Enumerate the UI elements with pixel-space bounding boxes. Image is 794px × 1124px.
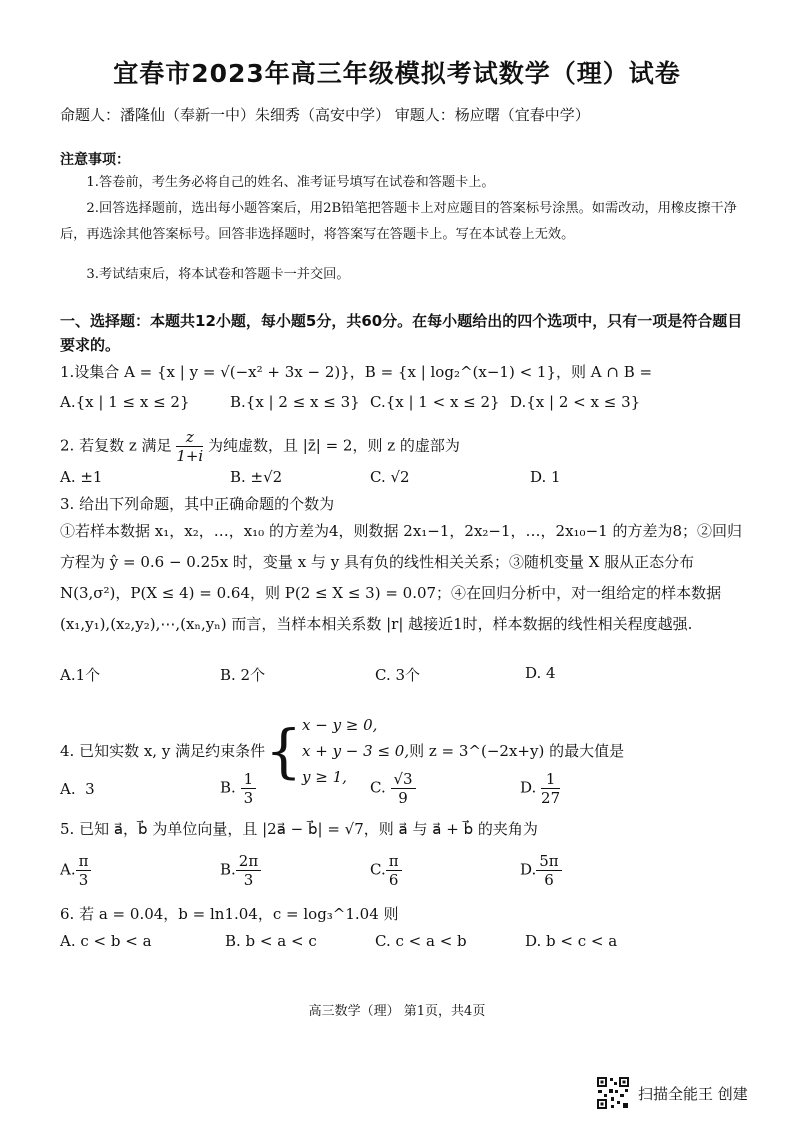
frac-denominator: 9 — [398, 789, 408, 807]
frac-denominator: 3 — [243, 871, 254, 889]
option-label: C. — [370, 778, 386, 797]
frac-numerator: 5π — [536, 852, 561, 871]
option-d: D.{x | 2 < x ≤ 3} — [510, 393, 641, 411]
option-value: 3 — [85, 779, 95, 798]
option-d — [520, 770, 670, 807]
option-a: A. ±1 — [60, 468, 103, 486]
option-c: C. √2 — [370, 468, 410, 486]
notice-item: 2.回答选择题前，选出每小题答案后，用2B铅笔把答题卡上对应题目的答案标号涂黑。如需改动，用橡皮擦干净后，再选涂其他答案标号。回答非选择题时，将答案写在答题卡上。写在本试卷上无效。 — [60, 201, 737, 242]
option-b: B. b < a < c — [225, 932, 317, 950]
frac-numerator: 1 — [241, 770, 257, 789]
question-6-stem: 6. 若 a = 0.04，b = ln1.04，c = log₃^1.04 则 — [60, 905, 399, 923]
question-4-suffix: 则 z = 3^(−2x+y) 的最大值是 — [409, 742, 625, 760]
option-fraction — [541, 770, 560, 807]
question-2-suffix: 为纯虚数，且 |z̄| = 2，则 z 的虚部为 — [208, 436, 460, 455]
question-2-fraction — [176, 428, 203, 465]
option-fraction — [241, 770, 257, 807]
scanner-watermark — [596, 1076, 748, 1110]
constraint: x + y − 3 ≤ 0, — [302, 742, 410, 760]
question-2-options — [60, 468, 750, 486]
frac-denominator: 27 — [541, 789, 561, 807]
frac-numerator: π — [76, 852, 92, 871]
frac-denominator: 1+i — [176, 447, 204, 465]
section-heading: 一、选择题：本题共12小题，每小题5分，共60分。在每小题给出的四个选项中，只有一项是符合题目要求的。 — [60, 312, 743, 354]
question-5-stem: 5. 已知 a⃗，b⃗ 为单位向量，且 |2a⃗ − b⃗| = √7，则 a⃗ 与 a⃗ + b⃗ 的夹角为 — [60, 820, 538, 838]
notice-heading: 注意事项： — [60, 152, 130, 168]
option-a: A.1个 — [60, 666, 101, 684]
question-6-options — [60, 932, 750, 950]
qr-code-icon — [596, 1076, 630, 1110]
option-a: A. c < b < a — [60, 932, 152, 950]
option-b: B. ±√2 — [230, 468, 283, 486]
question-3-body: ①若样本数据 x₁，x₂，…，x₁₀ 的方差为4，则数据 2x₁−1，2x₂−1，…，2x₁₀−1 的方差为8；②回归方程为 ŷ = 0.6 − 0.25x 时，变量 x 与 y 具有负的线性相关关系；③随机变量 X 服从正态分布 N(3,σ²)，P(X ≤ 4) = 0.64，则 P(2 ≤ X ≤ 3) = 0.07；④在回归分析中，对一组给定的样本数据 (x₁,y₁),(x₂,y₂),⋯,(xₙ,yₙ) 而言，当样本相关系数 |r| 越接近1时，样本数据的线性相关程度越强. — [60, 522, 742, 633]
question-4-prefix: 4. 已知实数 x, y 满足约束条件 — [60, 742, 266, 760]
authors-line: 命题人：潘隆仙（奉新一中）朱细秀（高安中学） 审题人：杨应曙（宜春中学） — [60, 106, 590, 124]
option-a — [60, 852, 220, 889]
frac-denominator: 3 — [243, 789, 254, 807]
frac-denominator: 6 — [544, 871, 554, 889]
question-5-options — [60, 852, 750, 889]
option-b — [220, 770, 370, 807]
frac-denominator: 3 — [78, 871, 89, 889]
option-a: A.{x | 1 ≤ x ≤ 2} — [60, 393, 190, 411]
brace-icon: { — [265, 717, 302, 785]
notice-item: 1.答卷前，考生务必将自己的姓名、准考证号填写在试卷和答题卡上。 — [86, 175, 495, 190]
option-fraction — [391, 770, 416, 807]
option-fraction — [386, 852, 402, 889]
frac-numerator: z — [176, 428, 203, 447]
option-label: B. — [220, 860, 236, 879]
option-label: D. — [520, 778, 537, 797]
paper-title: 宜春市2023年高三年级模拟考试数学（理）试卷 — [113, 59, 681, 88]
question-4-options — [60, 770, 750, 807]
option-fraction — [236, 852, 261, 889]
option-label: D. — [520, 860, 537, 879]
constraint: x − y ≥ 0, — [302, 716, 378, 734]
option-d — [520, 852, 670, 889]
option-b: B.{x | 2 ≤ x ≤ 3} — [230, 393, 360, 411]
option-fraction — [76, 852, 92, 889]
option-c — [370, 770, 520, 807]
question-3-options — [60, 664, 750, 685]
question-1-options — [60, 393, 750, 411]
option-c — [370, 852, 520, 889]
option-fraction — [536, 852, 561, 889]
frac-numerator: π — [386, 852, 402, 871]
constraint: y ≥ 1, — [302, 768, 347, 786]
option-label: C. — [370, 860, 386, 879]
question-2-prefix: 2. 若复数 z 满足 — [60, 436, 172, 455]
frac-numerator: √3 — [391, 770, 416, 789]
page-footer: 高三数学（理） 第1页，共4页 — [308, 1004, 486, 1019]
frac-denominator: 6 — [388, 871, 399, 889]
frac-numerator: 2π — [236, 852, 261, 871]
watermark-text: 扫描全能王 创建 — [638, 1084, 748, 1103]
option-b — [220, 852, 370, 889]
notice-item: 3.考试结束后，将本试卷和答题卡一并交回。 — [86, 267, 350, 282]
option-d: D. 4 — [525, 664, 556, 682]
question-2-stem — [60, 428, 750, 465]
option-label: A. — [60, 860, 76, 879]
option-c: C. c < a < b — [375, 932, 467, 950]
frac-numerator: 1 — [541, 770, 560, 789]
option-c: C.{x | 1 < x ≤ 2} — [370, 393, 500, 411]
option-d: D. 1 — [530, 468, 561, 486]
option-c: C. 3个 — [375, 666, 421, 684]
option-label: A. — [60, 779, 76, 798]
option-label: B. — [220, 778, 236, 797]
option-b: B. 2个 — [220, 666, 266, 684]
option-a — [60, 780, 220, 798]
option-d: D. b < c < a — [525, 932, 618, 950]
question-1-stem: 1.设集合 A = {x | y = √(−x² + 3x − 2)}，B = {x | log₂^(x−1) < 1}，则 A ∩ B = — [60, 363, 653, 381]
question-3-stem: 3. 给出下列命题，其中正确命题的个数为 — [60, 495, 335, 513]
